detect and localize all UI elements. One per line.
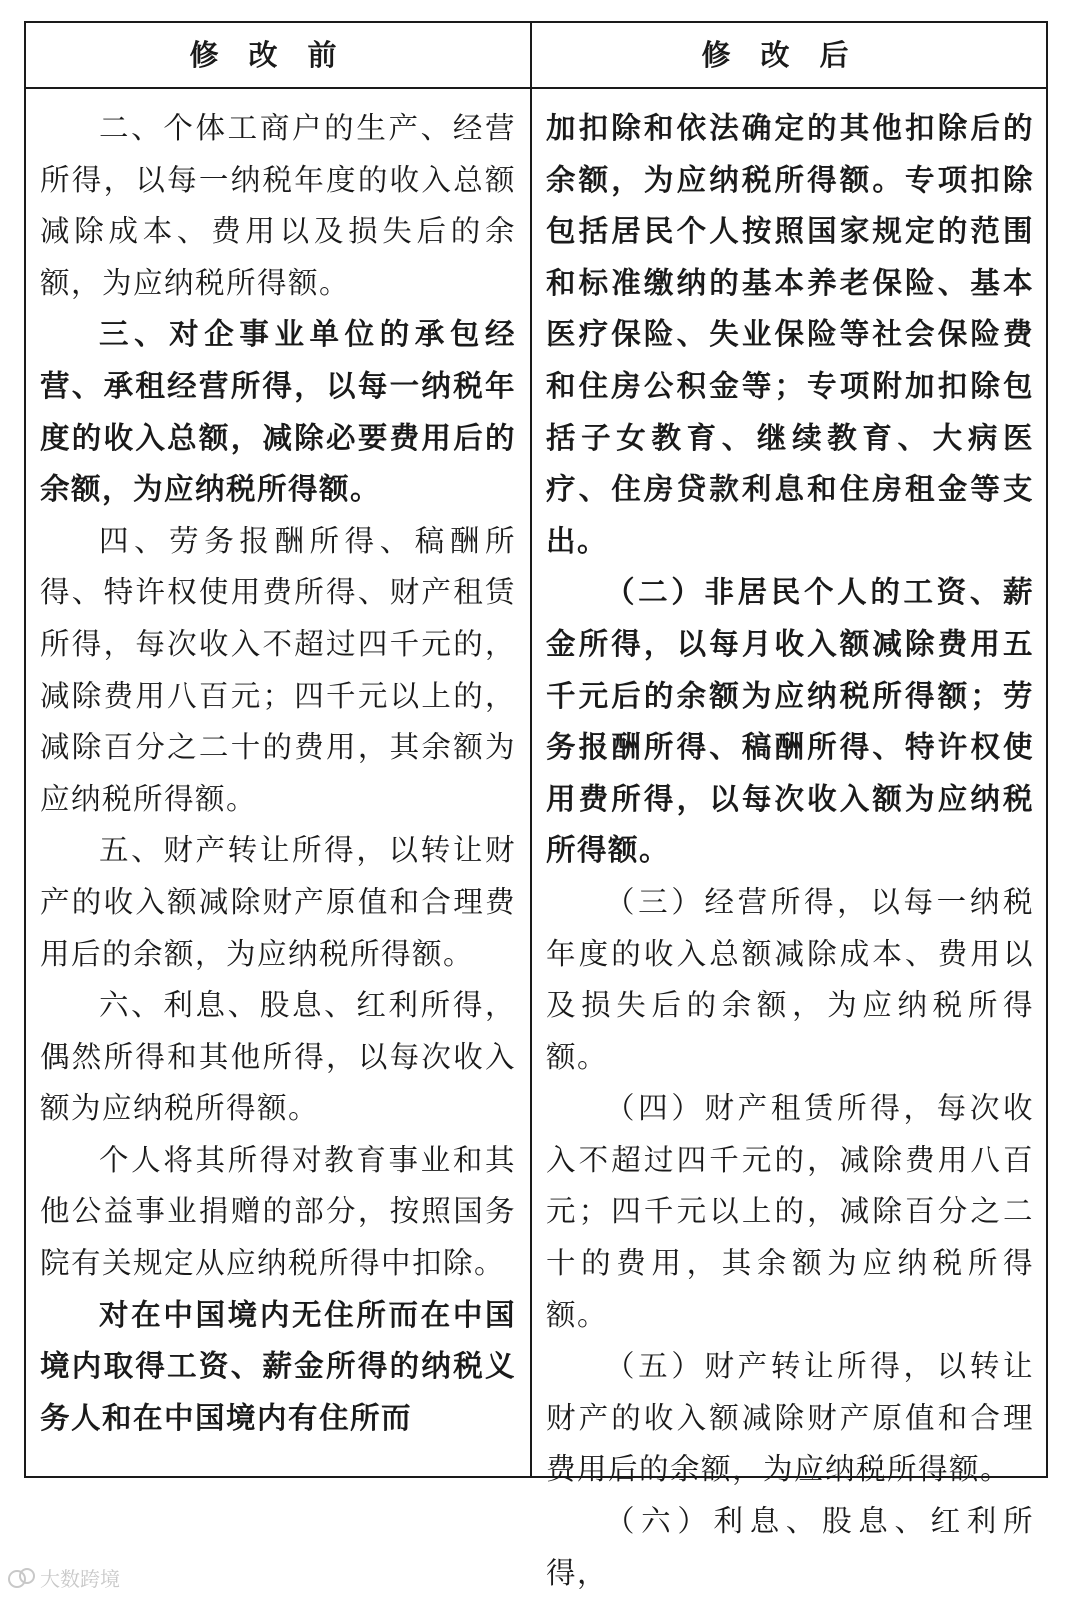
right-column-paragraph: （六）利息、股息、红利所得， [546, 1504, 1034, 1590]
left-column-paragraph: 个人将其所得对教育事业和其他公益事业捐赠的部分，按照国务院有关规定从应纳税所得中扣除。 [40, 1142, 516, 1281]
weibo-logo-icon [6, 1566, 36, 1588]
left-column-paragraph: 五、财产转让所得，以转让财产的收入额减除财产原值和合理费用后的余额，为应纳税所得额。 [40, 833, 516, 971]
left-column-paragraph: 三、对企事业单位的承包经营、承租经营所得，以每一纳税年度的收入总额，减除必要费用后的余额，为应纳税所得额。 [40, 317, 516, 507]
left-column-paragraph: 六、利息、股息、红利所得，偶然所得和其他所得，以每次收入额为应纳税所得额。 [40, 988, 516, 1126]
right-column-paragraph: （三）经营所得，以每一纳税年度的收入总额减除成本、费用以及损失后的余额，为应纳税所得额。 [546, 884, 1034, 1074]
table-header-row [26, 23, 1046, 89]
watermark-text: 大数跨境 [40, 1566, 120, 1591]
left-column-paragraph: 四、劳务报酬所得、稿酬所得、特许权使用费所得、财产租赁所得，每次收入不超过四千元的，减除费用八百元；四千元以上的，减除百分之二十的费用，其余额为应纳税所得额。 [40, 523, 516, 816]
after-column [532, 89, 1048, 1590]
watermark [6, 1562, 120, 1592]
left-column-paragraph: 二、个体工商户的生产、经营所得，以每一纳税年度的收入总额减除成本、费用以及损失后的余额，为应纳税所得额。 [40, 111, 516, 300]
right-column-paragraph: （四）财产租赁所得，每次收入不超过四千元的，减除费用八百元；四千元以上的，减除百分之二十的费用，其余额为应纳税所得额。 [546, 1091, 1034, 1332]
before-column [26, 89, 530, 1476]
right-column-paragraph: （五）财产转让所得，以转让财产的收入额减除财产原值和合理费用后的余额，为应纳税所得额。 [546, 1349, 1034, 1487]
header-after: 修改后 [701, 38, 879, 72]
right-column-paragraph: （二）非居民个人的工资、薪金所得，以每月收入额减除费用五千元后的余额为应纳税所得额；劳务报酬所得、稿酬所得、特许权使用费所得，以每次收入额为应纳税所得额。 [546, 575, 1034, 868]
right-column-paragraph: 加扣除和依法确定的其他扣除后的余额，为应纳税所得额。专项扣除包括居民个人按照国家规定的范围和标准缴纳的基本养老保险、基本医疗保险、失业保险等社会保险费和住房公积金等；专项附加扣除包括子女教育、继续教育、大病医疗、住房贷款利息和住房租金等支出。 [546, 111, 1034, 558]
header-before: 修改前 [189, 38, 367, 72]
left-column-paragraph: 对在中国境内无住所而在中国境内取得工资、薪金所得的纳税义务人和在中国境内有住所而 [40, 1297, 516, 1435]
